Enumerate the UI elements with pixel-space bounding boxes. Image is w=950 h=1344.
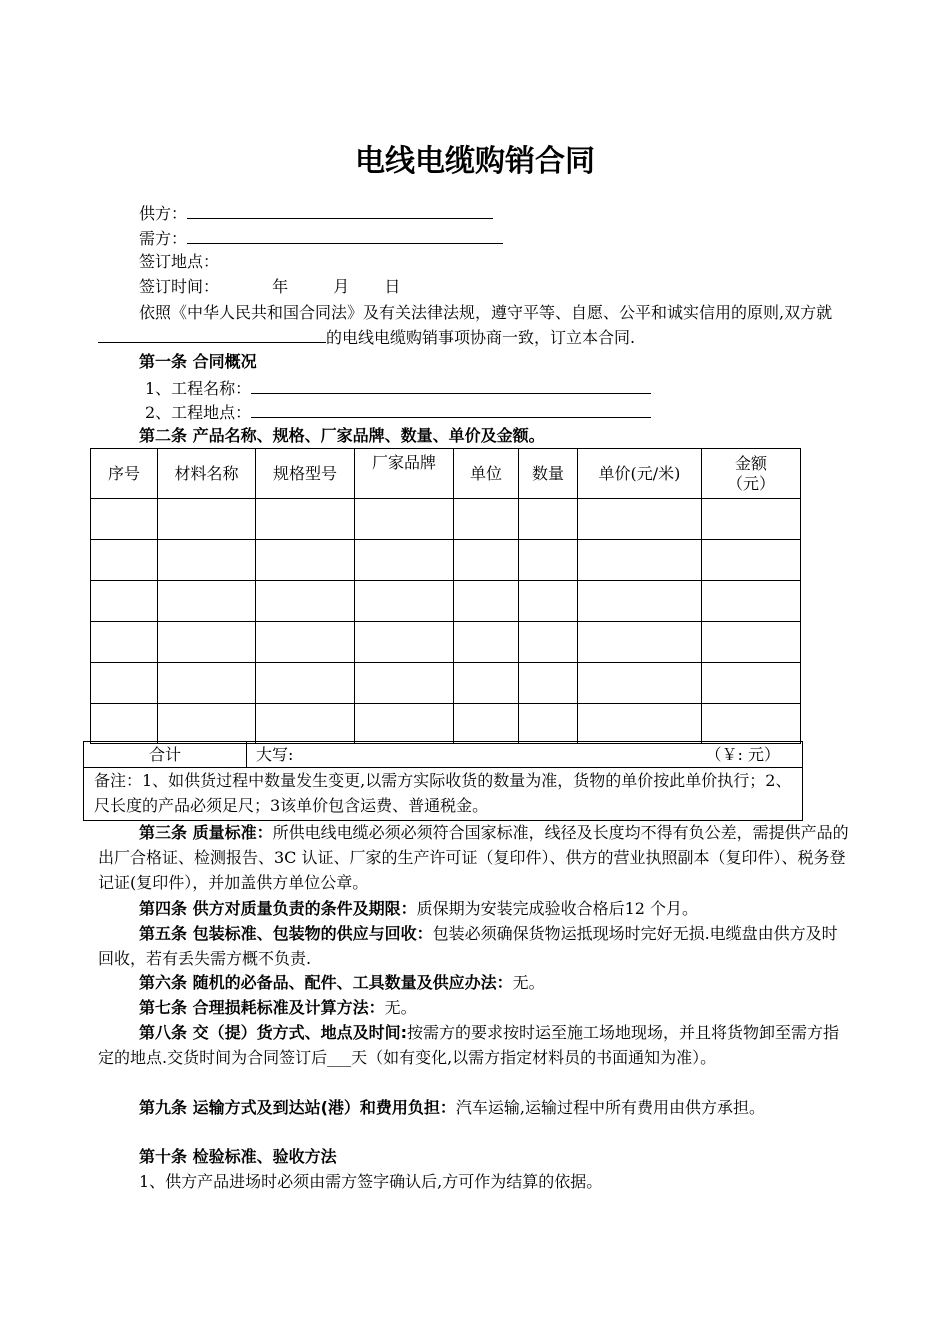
total-row bbox=[83, 741, 803, 768]
intro-text-2: 的电线电缆购销事项协商一致，订立本合同. bbox=[326, 328, 636, 347]
table-cell[interactable] bbox=[91, 540, 158, 581]
table-cell[interactable] bbox=[702, 704, 801, 744]
article7-heading: 第七条 合理损耗标准及计算方法： bbox=[139, 998, 385, 1017]
table-cell[interactable] bbox=[454, 622, 519, 663]
col-spec: 规格型号 bbox=[256, 449, 355, 499]
article6 bbox=[98, 970, 850, 995]
table-cell[interactable] bbox=[454, 704, 519, 744]
article9-heading: 第九条 运输方式及到达站(港）和费用负担： bbox=[139, 1098, 456, 1117]
article3 bbox=[98, 820, 850, 895]
article5-text: 包装必须确保货物运抵现场时完好无损.电缆盘由供方及时回收，若有丢失需方概不负责. bbox=[98, 924, 838, 968]
table-cell[interactable] bbox=[702, 581, 801, 622]
supplier-label: 供方： bbox=[139, 204, 188, 223]
table-cell[interactable] bbox=[519, 499, 578, 540]
article6-heading: 第六条 随机的必备品、配件、工具数量及供应办法： bbox=[139, 973, 513, 992]
table-cell[interactable] bbox=[454, 499, 519, 540]
table-cell[interactable] bbox=[702, 622, 801, 663]
table-cell[interactable] bbox=[256, 663, 355, 704]
table-cell[interactable] bbox=[454, 663, 519, 704]
intro-text-1: 依照《中华人民共和国合同法》及有关法律法规，遵守平等、自愿、公平和诚实信用的原则,双方就 bbox=[139, 303, 833, 322]
table-cell[interactable] bbox=[355, 499, 454, 540]
table-row bbox=[91, 499, 801, 540]
table-header-row bbox=[91, 449, 801, 499]
table-cell[interactable] bbox=[158, 663, 256, 704]
table-cell[interactable] bbox=[158, 704, 256, 744]
project-site-blank[interactable] bbox=[251, 400, 651, 418]
table-cell[interactable] bbox=[158, 499, 256, 540]
table-cell[interactable] bbox=[519, 663, 578, 704]
table-row bbox=[91, 704, 801, 744]
table-cell[interactable] bbox=[91, 663, 158, 704]
table-cell[interactable] bbox=[355, 622, 454, 663]
product-table bbox=[90, 448, 801, 744]
table-remark: 备注：1、如供货过程中数量发生变更,以需方实际收货的数量为准，货物的单价按此单价执行；2、尺长度的产品必须足尺；3该单价包含运费、普通税金。 bbox=[83, 767, 803, 821]
buyer-label: 需方： bbox=[139, 229, 188, 248]
table-cell[interactable] bbox=[702, 540, 801, 581]
article2-heading: 第二条 产品名称、规格、厂家品牌、数量、单价及金额。 bbox=[139, 426, 545, 445]
table-cell[interactable] bbox=[519, 622, 578, 663]
table-cell[interactable] bbox=[158, 622, 256, 663]
sign-time-line bbox=[139, 276, 400, 298]
article10 bbox=[98, 1144, 850, 1169]
project-site-label: 2、工程地点： bbox=[145, 403, 252, 422]
project-name-line bbox=[145, 376, 651, 400]
col-amount: 金额（元） bbox=[702, 449, 801, 499]
table-cell[interactable] bbox=[454, 540, 519, 581]
capital-label: 大写: bbox=[256, 745, 294, 764]
col-quantity: 数量 bbox=[519, 449, 578, 499]
article4 bbox=[98, 896, 850, 921]
article8-heading: 第八条 交（提）货方式、地点及时间: bbox=[139, 1023, 407, 1042]
table-cell[interactable] bbox=[578, 499, 702, 540]
article7-text: 无。 bbox=[384, 998, 417, 1017]
table-cell[interactable] bbox=[519, 540, 578, 581]
table-cell[interactable] bbox=[519, 581, 578, 622]
table-cell[interactable] bbox=[91, 704, 158, 744]
table-cell[interactable] bbox=[454, 581, 519, 622]
intro-paragraph bbox=[98, 300, 850, 350]
article3-heading: 第三条 质量标准： bbox=[139, 823, 273, 842]
year-label: 年 bbox=[272, 277, 289, 296]
col-brand: 厂家品牌 bbox=[355, 449, 454, 499]
article6-text: 无。 bbox=[512, 973, 545, 992]
article1-heading: 第一条 合同概况 bbox=[139, 352, 257, 371]
project-name-label: 1、工程名称： bbox=[145, 379, 252, 398]
article10-item1 bbox=[98, 1169, 850, 1194]
sign-time-label: 签订时间： bbox=[139, 277, 220, 296]
project-name-blank[interactable] bbox=[251, 376, 651, 394]
table-cell[interactable] bbox=[256, 622, 355, 663]
buyer-blank[interactable] bbox=[187, 226, 503, 244]
col-material: 材料名称 bbox=[158, 449, 256, 499]
article7 bbox=[98, 995, 850, 1020]
article9 bbox=[98, 1095, 850, 1120]
col-index: 序号 bbox=[91, 449, 158, 499]
table-cell[interactable] bbox=[702, 499, 801, 540]
table-row bbox=[91, 663, 801, 704]
buyer-line bbox=[139, 226, 503, 250]
article4-text: 质保期为安装完成验收合格后12 个月。 bbox=[416, 899, 699, 918]
article4-heading: 第四条 供方对质量负责的条件及期限： bbox=[139, 899, 417, 918]
article5 bbox=[98, 921, 850, 971]
article10-heading: 第十条 检验标准、验收方法 bbox=[139, 1147, 337, 1166]
article5-heading: 第五条 包装标准、包装物的供应与回收： bbox=[139, 924, 433, 943]
table-row bbox=[91, 540, 801, 581]
table-cell[interactable] bbox=[578, 540, 702, 581]
article8-text: 按需方的要求按时运至施工场地现场，并且将货物卸至需方指定的地点.交货时间为合同签订后___天（如有变化,以需方指定材料员的书面通知为准）。 bbox=[98, 1023, 839, 1067]
table-cell[interactable] bbox=[355, 540, 454, 581]
table-cell[interactable] bbox=[158, 581, 256, 622]
supplier-line bbox=[139, 201, 493, 225]
table-cell[interactable] bbox=[355, 663, 454, 704]
total-label: 合计 bbox=[84, 742, 247, 768]
table-cell[interactable] bbox=[91, 622, 158, 663]
article10-item1-text: 1、供方产品进场时必须由需方签字确认后,方可作为结算的依据。 bbox=[139, 1172, 603, 1191]
supplier-blank[interactable] bbox=[187, 201, 493, 219]
table-cell[interactable] bbox=[256, 540, 355, 581]
table-cell[interactable] bbox=[355, 581, 454, 622]
table-row bbox=[91, 622, 801, 663]
article8 bbox=[98, 1020, 850, 1070]
table-cell[interactable] bbox=[355, 704, 454, 744]
table-cell[interactable] bbox=[158, 540, 256, 581]
month-label: 月 bbox=[333, 277, 350, 296]
article3-text: 所供电线电缆必须必须符合国家标准，线径及长度均不得有负公差，需提供产品的出厂合格证、检测报告、3C 认证、厂家的生产许可证（复印件）、供方的营业执照副本（复印件）、税务登记证(复印件），并加盖供方单位公章。 bbox=[98, 823, 849, 892]
project-blank[interactable] bbox=[98, 325, 326, 343]
article9-text: 汽车运输,运输过程中所有费用由供方承担。 bbox=[455, 1098, 765, 1117]
table-cell[interactable] bbox=[256, 499, 355, 540]
col-unit: 单位 bbox=[454, 449, 519, 499]
table-cell[interactable] bbox=[578, 704, 702, 744]
col-unit-price: 单价(元/米) bbox=[578, 449, 702, 499]
project-site-line bbox=[145, 400, 651, 424]
table-cell[interactable] bbox=[91, 581, 158, 622]
sign-place-label: 签订地点： bbox=[139, 252, 220, 271]
document-title: 电线电缆购销合同 bbox=[355, 144, 595, 179]
amount-label: （￥: 元） bbox=[705, 745, 780, 764]
table-cell[interactable] bbox=[578, 622, 702, 663]
table-cell[interactable] bbox=[256, 581, 355, 622]
table-cell[interactable] bbox=[578, 581, 702, 622]
table-cell[interactable] bbox=[702, 663, 801, 704]
table-row bbox=[91, 581, 801, 622]
table-cell[interactable] bbox=[256, 704, 355, 744]
table-cell[interactable] bbox=[578, 663, 702, 704]
day-label: 日 bbox=[384, 277, 401, 296]
table-cell[interactable] bbox=[91, 499, 158, 540]
table-cell[interactable] bbox=[519, 704, 578, 744]
